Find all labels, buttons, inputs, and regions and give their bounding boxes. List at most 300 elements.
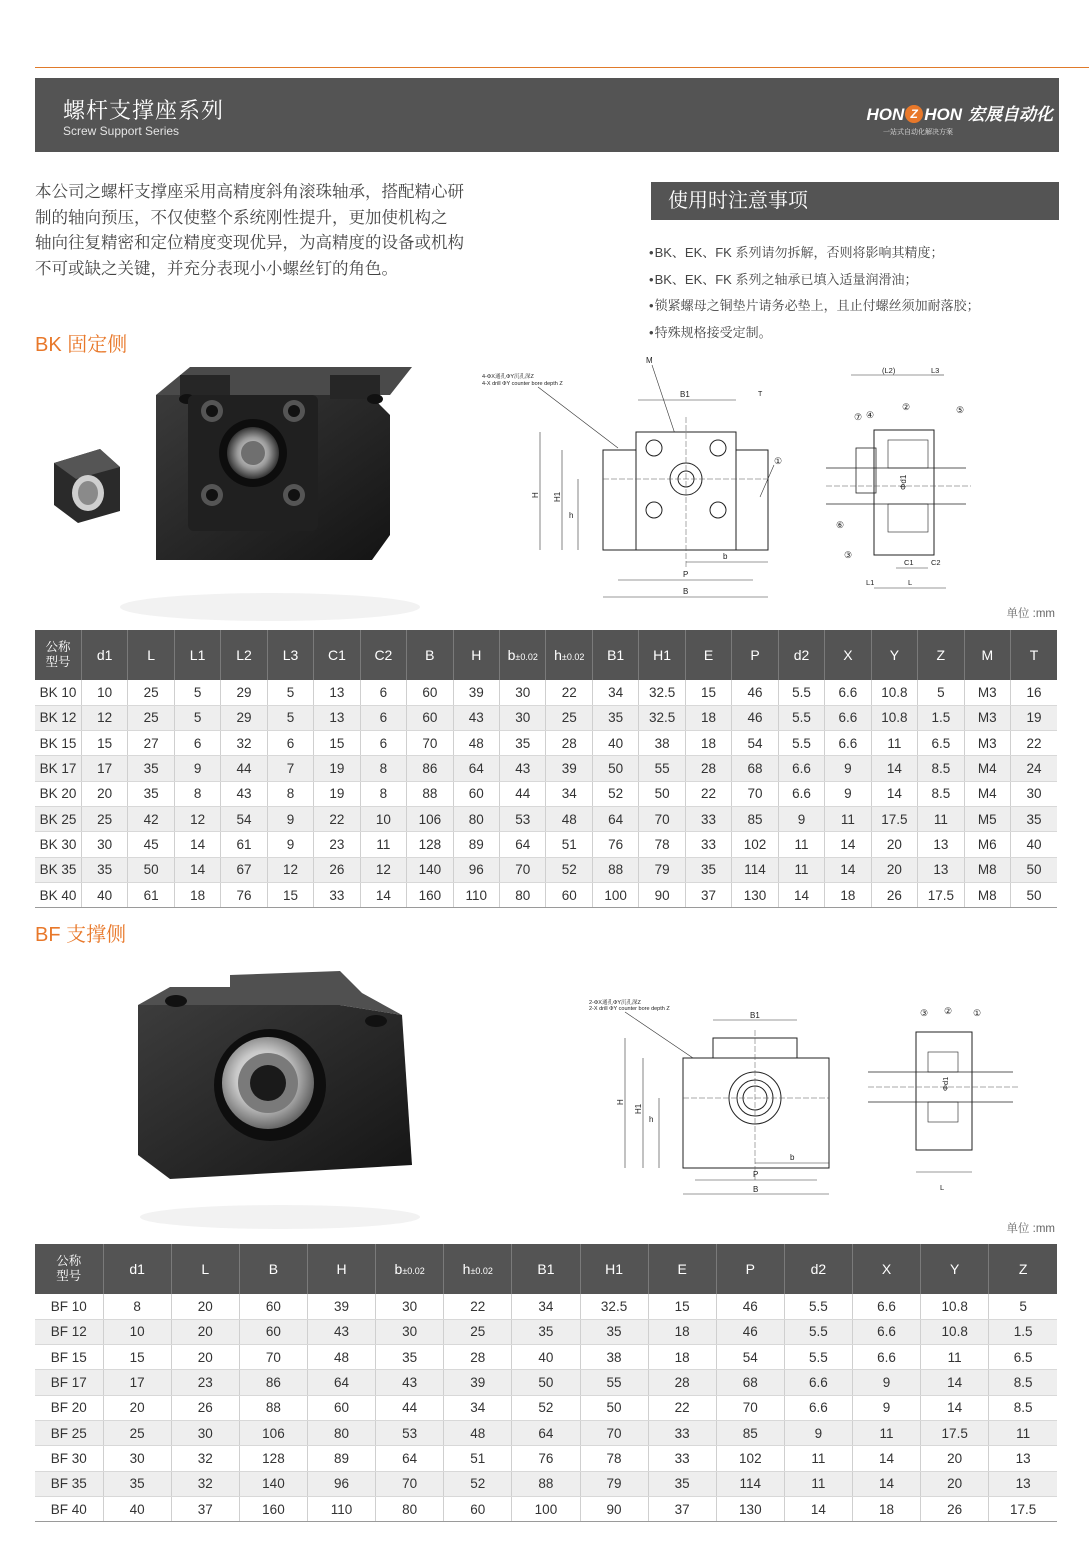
table-row: [35, 1420, 1057, 1445]
value-cell: 32: [171, 1471, 239, 1496]
value-cell: 60: [546, 882, 592, 907]
table-row: [35, 1345, 1057, 1370]
lock-nut-icon: [54, 449, 120, 523]
value-cell: 34: [512, 1294, 580, 1319]
table-row: [35, 680, 1057, 705]
value-cell: 32: [171, 1446, 239, 1471]
value-cell: 85: [732, 806, 778, 831]
value-cell: 20: [921, 1471, 989, 1496]
bf-label-h-small: h: [649, 1115, 654, 1124]
value-cell: 60: [407, 680, 453, 705]
value-cell: 13: [314, 705, 360, 730]
logo-z-icon: Z: [905, 105, 923, 123]
value-cell: 30: [1011, 781, 1057, 806]
value-cell: 88: [512, 1471, 580, 1496]
bk-label-h-small: h: [569, 511, 574, 520]
value-cell: 5.5: [784, 1319, 852, 1344]
value-cell: 88: [407, 781, 453, 806]
value-cell: 34: [444, 1395, 512, 1420]
table-header-row: [35, 630, 1057, 680]
value-cell: 39: [308, 1294, 376, 1319]
value-cell: 53: [500, 806, 546, 831]
value-cell: 35: [1011, 806, 1057, 831]
value-cell: 50: [1011, 882, 1057, 907]
value-cell: 5: [267, 680, 313, 705]
value-cell: M3: [964, 731, 1010, 756]
value-cell: 6: [360, 731, 406, 756]
notes-item: • BK、EK、FK 系列请勿拆解，否则将影响其精度；: [649, 240, 980, 267]
value-cell: 17.5: [871, 806, 917, 831]
value-cell: 64: [500, 832, 546, 857]
value-cell: 8.5: [918, 781, 964, 806]
value-cell: 46: [732, 705, 778, 730]
value-cell: 15: [685, 680, 731, 705]
value-cell: 32: [221, 731, 267, 756]
value-cell: 10.8: [871, 705, 917, 730]
value-cell: 11: [825, 806, 871, 831]
model-cell: BF 17: [35, 1370, 103, 1395]
value-cell: 89: [453, 832, 499, 857]
value-cell: 28: [444, 1345, 512, 1370]
table-row: [35, 1370, 1057, 1395]
column-header: 公称 型号: [35, 1244, 103, 1294]
value-cell: 10.8: [871, 680, 917, 705]
value-cell: 50: [639, 781, 685, 806]
column-header: L: [171, 1244, 239, 1294]
bf-label-d1: Φd1: [941, 1076, 950, 1091]
value-cell: 44: [221, 756, 267, 781]
model-cell: BK 15: [35, 731, 81, 756]
column-header: T: [1011, 630, 1057, 680]
value-cell: 8: [174, 781, 220, 806]
bk-label-l1: L1: [866, 578, 875, 587]
tolerance-label: ±0.02: [402, 1266, 425, 1276]
value-cell: 12: [360, 857, 406, 882]
value-cell: 67: [221, 857, 267, 882]
value-cell: 25: [103, 1420, 171, 1445]
bf-front-drawing: [585, 1000, 840, 1200]
value-cell: 14: [778, 882, 824, 907]
value-cell: 8: [103, 1294, 171, 1319]
column-header: B: [239, 1244, 307, 1294]
model-cell: BF 30: [35, 1446, 103, 1471]
value-cell: 15: [81, 731, 127, 756]
value-cell: 35: [580, 1319, 648, 1344]
bf-unit-label: 单位 :mm: [1006, 1223, 1055, 1235]
value-cell: 8.5: [989, 1395, 1057, 1420]
value-cell: 48: [444, 1420, 512, 1445]
value-cell: 106: [407, 806, 453, 831]
bk-label-p: P: [683, 570, 689, 579]
value-cell: 14: [871, 781, 917, 806]
value-cell: 8: [267, 781, 313, 806]
column-header: E: [685, 630, 731, 680]
value-cell: 70: [580, 1420, 648, 1445]
column-header: d2: [778, 630, 824, 680]
value-cell: 20: [171, 1319, 239, 1344]
value-cell: 86: [239, 1370, 307, 1395]
value-cell: 102: [732, 832, 778, 857]
value-cell: 33: [314, 882, 360, 907]
value-cell: 18: [648, 1319, 716, 1344]
bk-label-c1: C1: [904, 558, 914, 567]
bk-label-l: L: [908, 578, 913, 587]
logo-tagline: 一站式自动化解决方案: [883, 129, 953, 136]
value-cell: 35: [376, 1345, 444, 1370]
value-cell: 34: [592, 680, 638, 705]
column-header: Y: [871, 630, 917, 680]
value-cell: 5.5: [778, 731, 824, 756]
bk-callout-4: ④: [866, 410, 875, 420]
value-cell: 43: [376, 1370, 444, 1395]
value-cell: 96: [308, 1471, 376, 1496]
value-cell: 6.6: [784, 1395, 852, 1420]
value-cell: 18: [853, 1496, 921, 1521]
value-cell: 18: [685, 731, 731, 756]
value-cell: 80: [376, 1496, 444, 1521]
value-cell: 48: [546, 806, 592, 831]
value-cell: 50: [1011, 857, 1057, 882]
value-cell: 37: [171, 1496, 239, 1521]
value-cell: 9: [267, 832, 313, 857]
value-cell: 6.6: [825, 680, 871, 705]
value-cell: 5.5: [784, 1294, 852, 1319]
bk-label-l3: L3: [931, 366, 940, 375]
table-row: [35, 1446, 1057, 1471]
value-cell: 25: [546, 705, 592, 730]
value-cell: 70: [239, 1345, 307, 1370]
model-cell: BF 35: [35, 1471, 103, 1496]
tolerance-label: ±0.02: [470, 1266, 493, 1276]
value-cell: 10: [103, 1319, 171, 1344]
column-header: L1: [174, 630, 220, 680]
bf-callout-3: ③: [920, 1008, 929, 1018]
value-cell: 5: [918, 680, 964, 705]
value-cell: 30: [376, 1294, 444, 1319]
column-header: b±0.02: [500, 630, 546, 680]
bf-spec-table: [35, 1244, 1057, 1522]
value-cell: 60: [407, 705, 453, 730]
value-cell: M8: [964, 857, 1010, 882]
value-cell: 33: [648, 1446, 716, 1471]
value-cell: 15: [648, 1294, 716, 1319]
value-cell: 90: [639, 882, 685, 907]
value-cell: 128: [239, 1446, 307, 1471]
value-cell: 37: [648, 1496, 716, 1521]
value-cell: 16: [1011, 680, 1057, 705]
bf-side-drawing: [868, 1002, 1028, 1202]
value-cell: 20: [103, 1395, 171, 1420]
value-cell: 17.5: [918, 882, 964, 907]
value-cell: 54: [732, 731, 778, 756]
value-cell: 20: [171, 1345, 239, 1370]
intro-line: 不可或缺之关键，并充分表现小小螺丝钉的角色。: [35, 259, 398, 278]
column-header: H: [453, 630, 499, 680]
value-cell: 5: [174, 705, 220, 730]
value-cell: 39: [444, 1370, 512, 1395]
value-cell: 9: [853, 1370, 921, 1395]
column-header: b±0.02: [376, 1244, 444, 1294]
column-header: C2: [360, 630, 406, 680]
value-cell: 26: [171, 1395, 239, 1420]
value-cell: 39: [546, 756, 592, 781]
value-cell: 5.5: [784, 1345, 852, 1370]
model-cell: BF 12: [35, 1319, 103, 1344]
value-cell: 25: [128, 680, 174, 705]
column-header: B1: [592, 630, 638, 680]
value-cell: 78: [639, 832, 685, 857]
value-cell: 19: [1011, 705, 1057, 730]
value-cell: 46: [716, 1319, 784, 1344]
value-cell: 17.5: [989, 1496, 1057, 1521]
value-cell: 40: [592, 731, 638, 756]
value-cell: 26: [871, 882, 917, 907]
column-header: H1: [639, 630, 685, 680]
table-row: [35, 1319, 1057, 1344]
value-cell: 76: [592, 832, 638, 857]
top-accent-rule: [35, 67, 1089, 68]
bk-label-m: M: [646, 356, 653, 365]
value-cell: 25: [81, 806, 127, 831]
intro-paragraph: [35, 180, 595, 282]
value-cell: 17.5: [921, 1420, 989, 1445]
value-cell: 64: [592, 806, 638, 831]
value-cell: 114: [716, 1471, 784, 1496]
value-cell: 52: [444, 1471, 512, 1496]
value-cell: M3: [964, 705, 1010, 730]
value-cell: 23: [171, 1370, 239, 1395]
value-cell: M6: [964, 832, 1010, 857]
value-cell: 15: [103, 1345, 171, 1370]
value-cell: 14: [871, 756, 917, 781]
value-cell: 80: [453, 806, 499, 831]
notes-item: • 锁紧螺母之铜垫片请务必垫上，且止付螺丝须加耐落胶；: [649, 293, 980, 320]
bk-label-c2: C2: [931, 558, 941, 567]
value-cell: 110: [453, 882, 499, 907]
bk-unit-label: 单位 :mm: [1006, 608, 1055, 620]
value-cell: 19: [314, 756, 360, 781]
value-cell: 29: [221, 705, 267, 730]
table-row: [35, 781, 1057, 806]
model-cell: BK 10: [35, 680, 81, 705]
value-cell: 22: [314, 806, 360, 831]
value-cell: 64: [453, 756, 499, 781]
value-cell: 6.5: [989, 1345, 1057, 1370]
value-cell: 32.5: [639, 705, 685, 730]
model-cell: BK 20: [35, 781, 81, 806]
value-cell: 9: [778, 806, 824, 831]
value-cell: 40: [512, 1345, 580, 1370]
value-cell: 18: [174, 882, 220, 907]
bk-label-bb: B: [683, 587, 689, 596]
bf-label-h: H: [616, 1099, 625, 1105]
value-cell: 20: [921, 1446, 989, 1471]
value-cell: 10.8: [921, 1294, 989, 1319]
bk-side-drawing: [826, 360, 1056, 605]
value-cell: 44: [376, 1395, 444, 1420]
value-cell: 79: [580, 1471, 648, 1496]
value-cell: 43: [453, 705, 499, 730]
value-cell: 48: [453, 731, 499, 756]
bk-callout-cn: 4-ΦX通孔ΦY沉孔深Z: [482, 374, 534, 380]
column-header: P: [716, 1244, 784, 1294]
column-header: d2: [784, 1244, 852, 1294]
value-cell: 35: [685, 857, 731, 882]
value-cell: 40: [1011, 832, 1057, 857]
logo-text-right: HON: [924, 105, 962, 124]
value-cell: 60: [239, 1294, 307, 1319]
table-header-row: [35, 1244, 1057, 1294]
value-cell: 5.5: [778, 705, 824, 730]
value-cell: 23: [314, 832, 360, 857]
column-header: B1: [512, 1244, 580, 1294]
value-cell: 9: [267, 806, 313, 831]
value-cell: 6.6: [784, 1370, 852, 1395]
value-cell: 13: [989, 1446, 1057, 1471]
logo-cn-text: 宏展自动化: [968, 105, 1053, 124]
column-header: Z: [918, 630, 964, 680]
value-cell: 15: [267, 882, 313, 907]
value-cell: 70: [500, 857, 546, 882]
value-cell: 86: [407, 756, 453, 781]
value-cell: 11: [989, 1420, 1057, 1445]
value-cell: 130: [716, 1496, 784, 1521]
value-cell: 140: [407, 857, 453, 882]
value-cell: 15: [314, 731, 360, 756]
column-header: E: [648, 1244, 716, 1294]
value-cell: 52: [512, 1395, 580, 1420]
value-cell: 14: [921, 1370, 989, 1395]
bf-label-p: P: [753, 1170, 759, 1179]
value-cell: 160: [239, 1496, 307, 1521]
model-cell: BF 15: [35, 1345, 103, 1370]
value-cell: 14: [853, 1471, 921, 1496]
value-cell: 6.6: [853, 1294, 921, 1319]
value-cell: 9: [825, 756, 871, 781]
value-cell: 76: [221, 882, 267, 907]
value-cell: 130: [732, 882, 778, 907]
bf-callout-en: 2-X drill ΦY counter bore depth Z: [589, 1006, 670, 1012]
value-cell: M4: [964, 756, 1010, 781]
value-cell: 20: [871, 857, 917, 882]
value-cell: 88: [592, 857, 638, 882]
value-cell: 6.6: [853, 1345, 921, 1370]
value-cell: 68: [716, 1370, 784, 1395]
value-cell: 14: [174, 857, 220, 882]
model-cell: BF 20: [35, 1395, 103, 1420]
value-cell: 26: [921, 1496, 989, 1521]
value-cell: 12: [81, 705, 127, 730]
value-cell: 60: [453, 781, 499, 806]
value-cell: 22: [648, 1395, 716, 1420]
value-cell: 13: [918, 857, 964, 882]
bk-callout-en: 4-X drill ΦY counter bore depth Z: [482, 381, 563, 387]
page-header: [35, 78, 1059, 152]
model-cell: BK 25: [35, 806, 81, 831]
value-cell: 38: [580, 1345, 648, 1370]
bk-callout-6: ⑥: [836, 520, 845, 530]
bf-section-title: BF 支撑侧: [35, 924, 127, 946]
value-cell: 100: [592, 882, 638, 907]
value-cell: 43: [308, 1319, 376, 1344]
value-cell: 30: [500, 680, 546, 705]
bf-label-h1: H1: [634, 1103, 643, 1114]
bk-product-photo: [40, 345, 420, 625]
value-cell: 14: [174, 832, 220, 857]
value-cell: 51: [546, 832, 592, 857]
value-cell: M3: [964, 680, 1010, 705]
value-cell: 6: [174, 731, 220, 756]
bk-label-l2: (L2): [882, 366, 896, 375]
value-cell: 50: [592, 756, 638, 781]
value-cell: 8: [360, 756, 406, 781]
page-subtitle: Screw Support Series: [63, 124, 180, 138]
value-cell: 89: [308, 1446, 376, 1471]
value-cell: 30: [500, 705, 546, 730]
bk-label-h: H: [531, 492, 540, 498]
value-cell: 44: [500, 781, 546, 806]
bk-front-drawing: [478, 352, 783, 602]
model-cell: BK 40: [35, 882, 81, 907]
value-cell: 11: [784, 1446, 852, 1471]
bk-section-title: BK 固定侧: [35, 334, 128, 356]
value-cell: 55: [580, 1370, 648, 1395]
column-header: P: [732, 630, 778, 680]
value-cell: 55: [639, 756, 685, 781]
tolerance-label: ±0.02: [515, 652, 538, 662]
value-cell: 128: [407, 832, 453, 857]
bk-callout-3: ③: [844, 550, 853, 560]
bk-label-t: T: [758, 391, 763, 398]
value-cell: 10: [81, 680, 127, 705]
tolerance-label: ±0.02: [561, 652, 585, 662]
value-cell: 13: [314, 680, 360, 705]
value-cell: 18: [648, 1345, 716, 1370]
value-cell: 8.5: [989, 1370, 1057, 1395]
value-cell: 10.8: [921, 1319, 989, 1344]
value-cell: 68: [732, 756, 778, 781]
bk-callout-7: ⑦: [854, 412, 863, 422]
column-header: L2: [221, 630, 267, 680]
value-cell: 64: [376, 1446, 444, 1471]
value-cell: 22: [546, 680, 592, 705]
column-header: X: [825, 630, 871, 680]
value-cell: 13: [989, 1471, 1057, 1496]
value-cell: 11: [918, 806, 964, 831]
table-row: [35, 806, 1057, 831]
model-cell: BF 40: [35, 1496, 103, 1521]
value-cell: 5: [267, 705, 313, 730]
table-row: [35, 705, 1057, 730]
value-cell: 28: [546, 731, 592, 756]
value-cell: 8: [360, 781, 406, 806]
value-cell: 11: [784, 1471, 852, 1496]
value-cell: M5: [964, 806, 1010, 831]
value-cell: 35: [81, 857, 127, 882]
value-cell: 24: [1011, 756, 1057, 781]
value-cell: 38: [639, 731, 685, 756]
value-cell: 54: [221, 806, 267, 831]
column-header: C1: [314, 630, 360, 680]
value-cell: 140: [239, 1471, 307, 1496]
value-cell: 70: [716, 1395, 784, 1420]
model-cell: BK 12: [35, 705, 81, 730]
value-cell: 30: [376, 1319, 444, 1344]
value-cell: 70: [407, 731, 453, 756]
column-header: L: [128, 630, 174, 680]
bk-callout-2: ②: [902, 402, 911, 412]
value-cell: 14: [360, 882, 406, 907]
